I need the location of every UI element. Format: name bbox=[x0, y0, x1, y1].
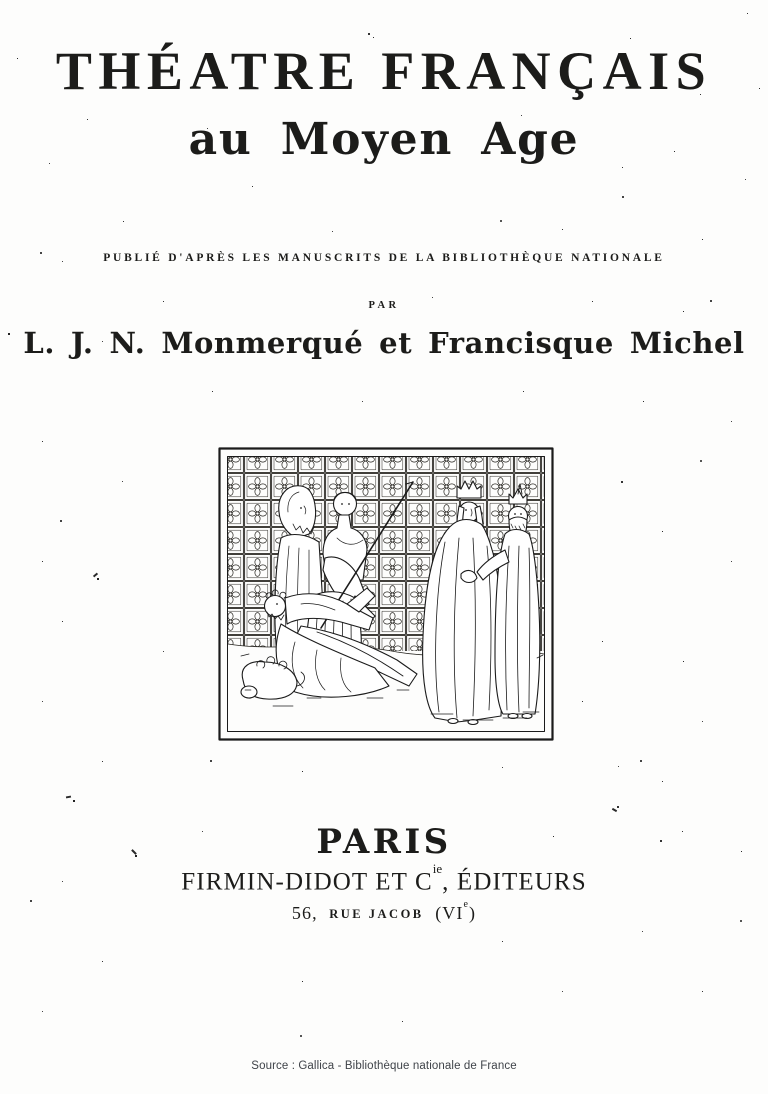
scan-noise-mark bbox=[612, 808, 617, 812]
scan-noise-large bbox=[0, 0, 2, 2]
publication-line: PUBLIÉ D'APRÈS LES MANUSCRITS DE LA BIBLIOTHÈQUE NATIONALE bbox=[103, 252, 665, 264]
address-district-close: ) bbox=[469, 903, 477, 923]
gallica-source-line: Source : Gallica - Bibliothèque nationale de France bbox=[251, 1060, 517, 1072]
publisher-suffix: , ÉDITEURS bbox=[442, 868, 587, 896]
publisher-sup: ie bbox=[432, 860, 443, 876]
publisher-name: FIRMIN-DIDOT ET C bbox=[181, 868, 433, 896]
address-street: RUE JACOB bbox=[329, 907, 424, 921]
address-district: (VI bbox=[435, 903, 464, 923]
authors-line: L. J. N. Monmerqué et Francisque Michel bbox=[23, 326, 745, 360]
book-subtitle: au Moyen Age bbox=[188, 114, 580, 165]
scan-noise-mark bbox=[66, 796, 71, 799]
woodcut-illustration bbox=[217, 446, 555, 742]
address-district-sup: e bbox=[463, 899, 469, 910]
city-line: PARIS bbox=[316, 822, 452, 862]
address-number: 56, bbox=[291, 903, 318, 923]
address-line bbox=[0, 899, 768, 924]
publisher-line bbox=[0, 860, 768, 896]
woodcut-svg bbox=[217, 446, 555, 742]
scan-noise-mark bbox=[93, 573, 98, 578]
book-title: THÉATRE FRANÇAIS bbox=[55, 41, 713, 101]
par-label: PAR bbox=[368, 300, 400, 311]
